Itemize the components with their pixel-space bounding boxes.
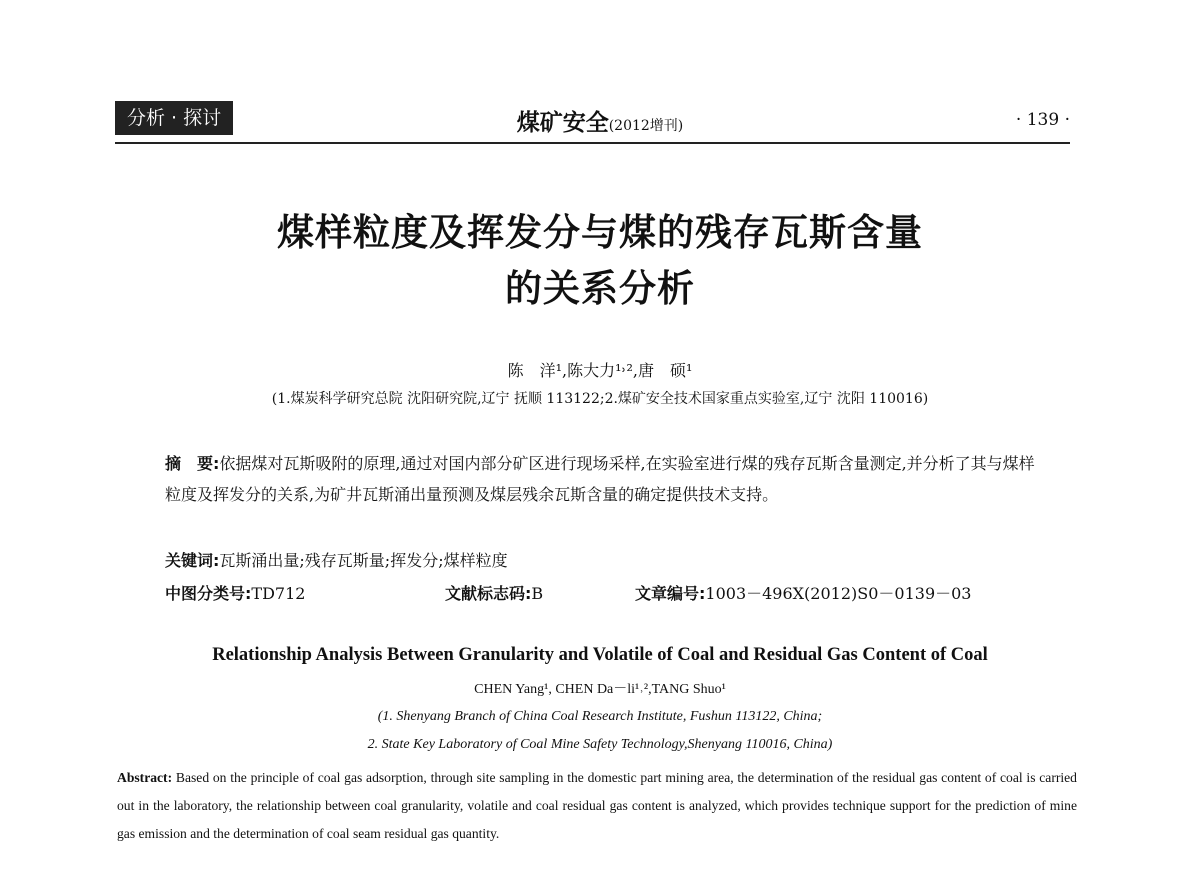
affiliation: (1.煤炭科学研究总院 沈阳研究院,辽宁 抚顺 113122;2.煤矿安全技术国家重点实验室,辽宁 沈阳 110016) <box>271 391 929 407</box>
abstract-cn-text: 依据煤对瓦斯吸附的原理,通过对国内部分矿区进行现场采样,在实验室进行煤的残存瓦斯含量测定,并分析了其与煤样粒度及挥发分的关系,为矿井瓦斯涌出量预测及煤层残余瓦斯含量的确定提供技术支持。 <box>165 454 1035 504</box>
paper-title <box>0 205 1200 317</box>
keywords-label: 关键词: <box>165 551 220 570</box>
clc-value: TD712 <box>251 584 306 603</box>
english-title: Relationship Analysis Between Granularity and Volatile of Coal and Residual Gas Content of Coal <box>212 645 988 665</box>
keywords-text: 瓦斯涌出量;残存瓦斯量;挥发分;煤样粒度 <box>219 551 508 570</box>
english-affiliation-1-text: (1. Shenyang Branch of China Coal Research Institute, Fushun 113122, China; <box>377 709 823 724</box>
english-affiliation-2 <box>0 737 1200 753</box>
keywords <box>165 545 508 576</box>
english-abstract-text: Based on the principle of coal gas adsorption, through site sampling in the domestic part mining area, the determination of the residual gas content of coal is carried out in the laboratory, the relationship between coal granularity, volatile and coal residual gas content is analyzed, which provides technique support for the prediction of mine gas emission and the determination of coal seam residual gas quantity. <box>117 770 1077 841</box>
english-abstract-label: Abstract: <box>117 770 173 785</box>
journal-issue: (2012增刊) <box>608 118 684 134</box>
journal-name: 煤矿安全 <box>516 109 609 136</box>
page-number: · 139 · <box>1015 110 1070 130</box>
english-affiliation-1 <box>0 709 1200 725</box>
authors: 陈 洋¹,陈大力¹˒²,唐 硕¹ <box>507 361 693 380</box>
english-abstract <box>117 764 1077 848</box>
clc-label: 中图分类号: <box>165 584 252 603</box>
section-tag: 分析 · 探讨 <box>115 101 233 135</box>
title-line-1: 煤样粒度及挥发分与煤的残存瓦斯含量 <box>277 211 923 254</box>
abstract-cn <box>165 448 1035 510</box>
article-no-value: 1003－496X(2012)S0－0139－03 <box>705 584 972 603</box>
doc-code-value: B <box>531 584 544 603</box>
english-affiliation-2-text: 2. State Key Laboratory of Coal Mine Safety Technology,Shenyang 110016, China) <box>367 737 833 752</box>
classification <box>165 578 1035 609</box>
article-no-label: 文章编号: <box>635 584 706 603</box>
doc-code-label: 文献标志码: <box>445 584 532 603</box>
title-line-2: 的关系分析 <box>505 267 695 310</box>
english-authors: CHEN Yang¹, CHEN Da－li¹˒²,TANG Shuo¹ <box>474 682 726 697</box>
abstract-cn-label: 摘 要: <box>165 454 220 473</box>
header-rule <box>115 142 1070 144</box>
